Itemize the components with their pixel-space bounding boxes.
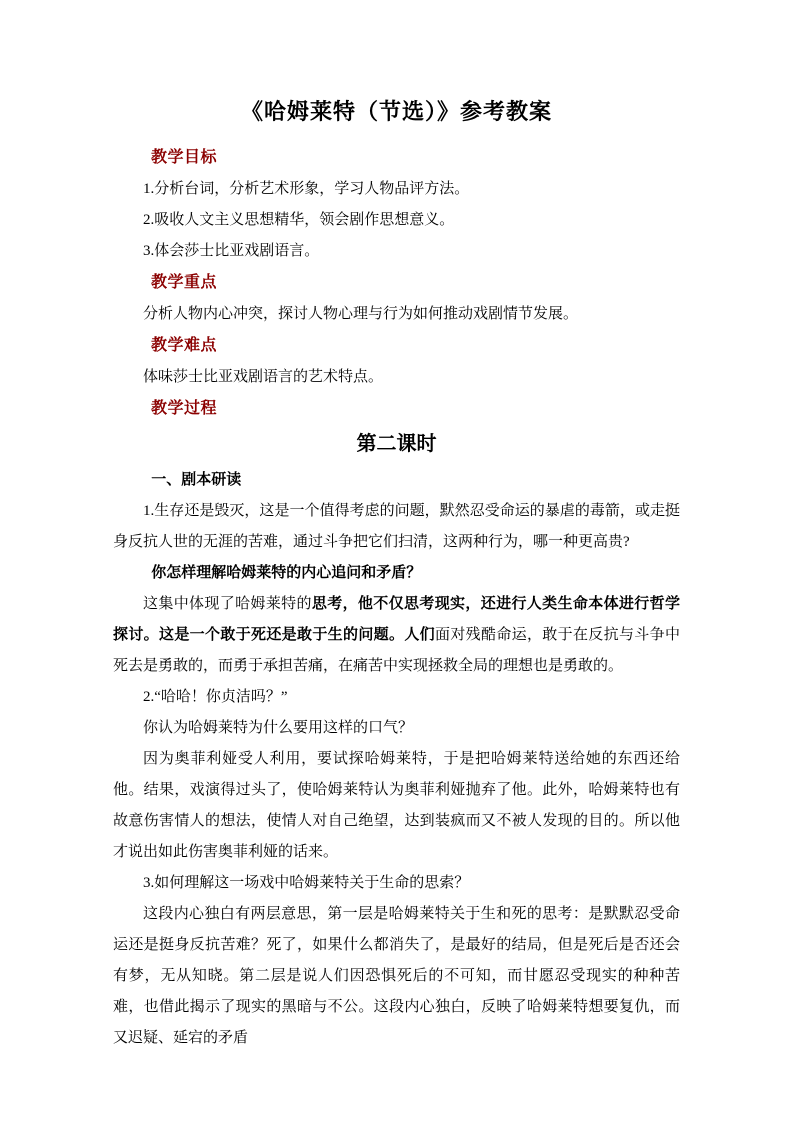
paragraph xyxy=(113,465,680,496)
text-run: 3.体会莎士比亚戏剧语言。 xyxy=(143,243,320,259)
text-run: 2.吸收人文主义思想精华，领会剧作思想意义。 xyxy=(143,212,455,228)
paragraph xyxy=(113,496,680,558)
document-title: 《哈姆莱特（节选）》参考教案 xyxy=(240,99,552,124)
text-run: 体味莎士比亚戏剧语言的艺术特点。 xyxy=(143,369,384,385)
paragraph xyxy=(113,744,680,868)
text-run: 3.如何理解这一场戏中哈姆莱特关于生命的思索？ xyxy=(143,875,470,891)
paragraph xyxy=(113,868,680,899)
text-run: 这段内心独白有两层意思，第一层是哈姆莱特关于生和死的思考：是默默忍受命运还是挺身反抗苦难？死了，如果什么都消失了，是最好的结局，但是死后是否还会有梦，无从知晓。第二层是说人们因恐惧死后的不可知，而甘愿忍受现实的种种苦难，也借此揭示了现实的黑暗与不公。这段内心独白，反映了哈姆莱特想要复仇，而又迟疑、延宕的矛盾 xyxy=(113,906,680,1046)
text-run: 1.分析台词，分析艺术形象，学习人物品评方法。 xyxy=(143,181,470,197)
section-heading: 教学重点 xyxy=(151,274,218,291)
document-body xyxy=(113,142,680,1054)
paragraph xyxy=(113,299,680,330)
section-heading: 教学难点 xyxy=(151,337,218,354)
paragraph xyxy=(113,558,680,589)
section-heading: 教学目标 xyxy=(151,149,218,166)
bold-text-run: 你怎样理解哈姆莱特的内心追问和矛盾？ xyxy=(151,565,422,581)
paragraph xyxy=(113,236,680,267)
text-run: 1.生存还是毁灭，这是一个值得考虑的问题，默然忍受命运的暴虐的毒箭，或走挺身反抗人世的无涯的苦难，通过斗争把它们扫清，这两种行为，哪一种更高贵? xyxy=(113,503,680,550)
paragraph xyxy=(113,205,680,236)
paragraph xyxy=(113,713,680,744)
text-run: 这集中体现了哈姆莱特的 xyxy=(143,596,312,612)
bold-text-run: 一、剧本研读 xyxy=(151,472,242,488)
text-run: 因为奥菲利娅受人利用，要试探哈姆莱特，于是把哈姆莱特送给她的东西还给他。结果，戏演得过头了，使哈姆莱特认为奥菲利娅抛弃了他。此外，哈姆莱特也有故意伤害情人的想法，使情人对自己绝望，达到装疯而又不被人发现的目的。所以他才说出如此伤害奥菲利娅的话来。 xyxy=(113,751,680,860)
section-heading: 教学过程 xyxy=(151,400,218,417)
paragraph xyxy=(113,589,680,682)
bold-text-run: 思考，他不仅思考现实，还进行人类生命本体进行哲学探讨。这是一个敢于死还是敢于生的问题。人们 xyxy=(113,596,680,643)
text-run: 分析人物内心冲突，探讨人物心理与行为如何推动戏剧情节发展。 xyxy=(143,306,579,322)
paragraph xyxy=(113,899,680,1054)
text-run: 2.“哈哈！你贞洁吗？” xyxy=(143,689,288,705)
text-run: 面对残酷命运，敢于在反抗与斗争中死去是勇敢的，而勇于承担苦痛，在痛苦中实现拯救全局的理想也是勇敢的。 xyxy=(113,627,680,674)
text-run: 你认为哈姆莱特为什么要用这样的口气？ xyxy=(143,720,414,736)
paragraph xyxy=(113,362,680,393)
lesson-subtitle: 第二课时 xyxy=(356,433,437,455)
paragraph xyxy=(113,682,680,713)
paragraph xyxy=(113,174,680,205)
